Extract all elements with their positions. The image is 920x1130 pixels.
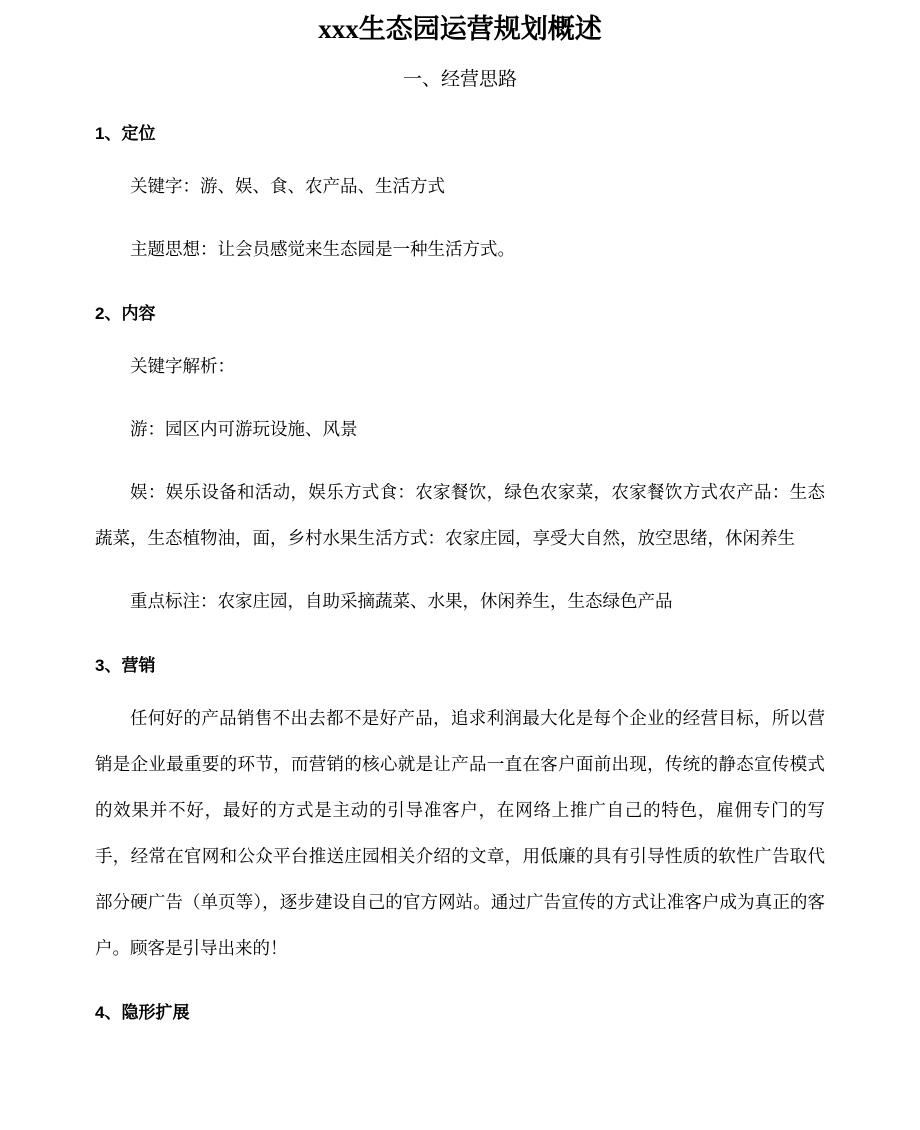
section-2-heading: 2、内容	[95, 304, 156, 323]
section-4-heading: 4、隐形扩展	[95, 1003, 190, 1022]
paragraph-theme: 主题思想：让会员感觉来生态园是一种生活方式。	[130, 239, 515, 259]
paragraph-marketing: 任何好的产品销售不出去都不是好产品，追求利润最大化是每个企业的经营目标，所以营销是企业最重要的环节，而营销的核心就是让产品一直在客户面前出现，传统的静态宣传模式的效果并不好，最好的方式是主动的引导准客户，在网络上推广自己的特色，雇佣专门的写手，经常在官网和公众平台推送庄园相关介绍的文章，用低廉的具有引导性质的软性广告取代部分硬广告（单页等），逐步建设自己的官方网站。通过广告宣传的方式让准客户成为真正的客户。顾客是引导出来的！	[95, 708, 825, 958]
section-3-heading: 3、营销	[95, 656, 156, 675]
paragraph-keyword-analysis: 关键字解析：	[130, 356, 235, 376]
paragraph-keywords: 关键字：游、娱、食、农产品、生活方式	[130, 176, 445, 196]
paragraph-entertainment: 娱：娱乐设备和活动，娱乐方式食：农家餐饮，绿色农家菜，农家餐饮方式农产品：生态蔬菜，生态植物油，面，乡村水果生活方式：农家庄园，享受大自然，放空思绪，休闲养生	[95, 482, 825, 548]
document-title: xxx生态园运营规划概述	[318, 14, 602, 44]
section-1-heading: 1、定位	[95, 124, 156, 143]
paragraph-highlight: 重点标注：农家庄园，自助采摘蔬菜、水果，休闲养生，生态绿色产品	[130, 591, 673, 611]
paragraph-tour: 游：园区内可游玩设施、风景	[130, 419, 358, 439]
document-subtitle: 一、经营思路	[402, 69, 517, 90]
